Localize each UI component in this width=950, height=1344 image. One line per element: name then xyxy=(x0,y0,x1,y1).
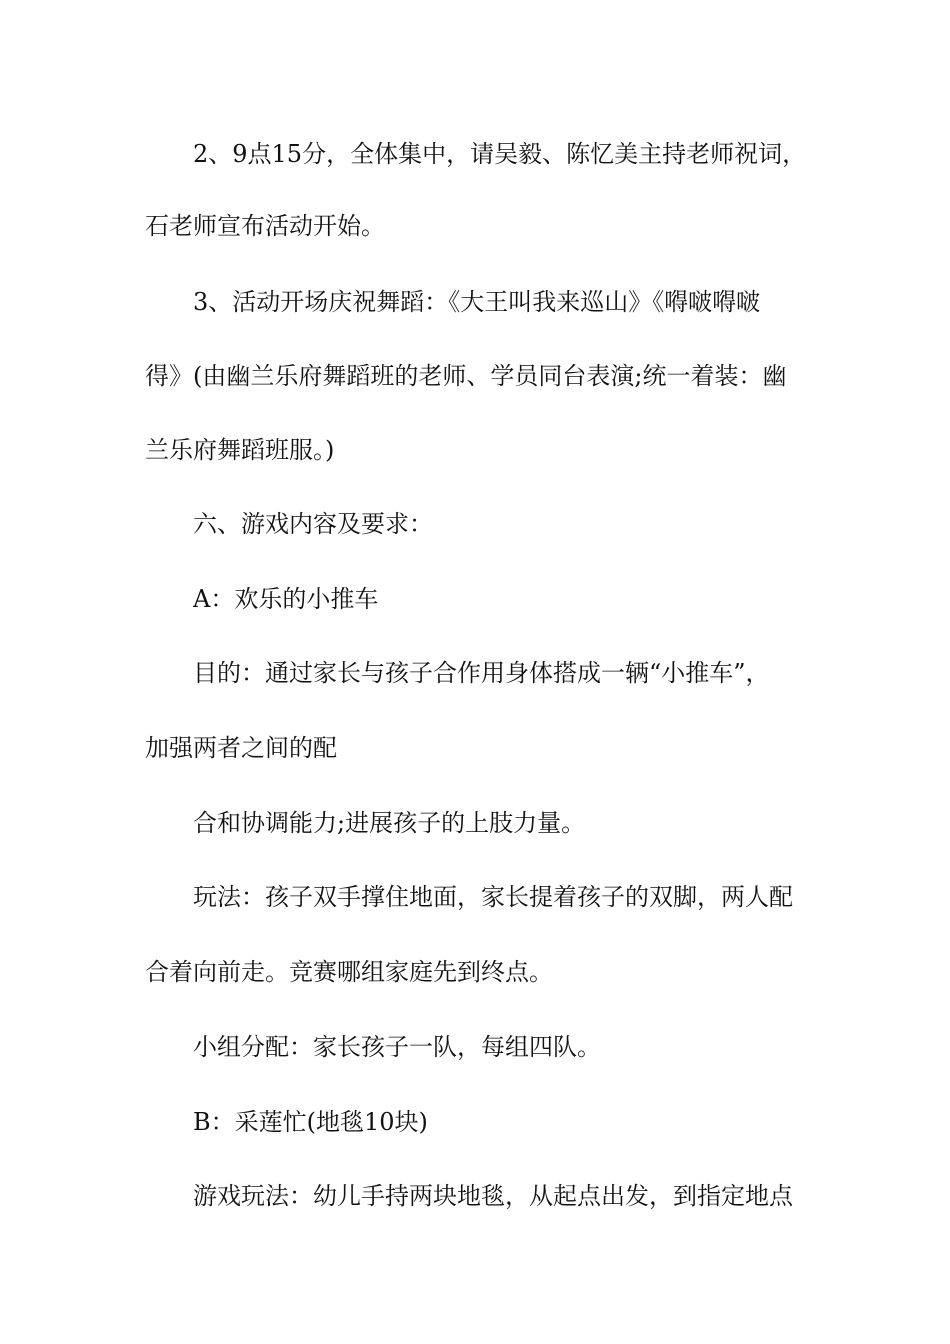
text-line: 游戏玩法：幼儿手持两块地毯，从起点出发，到指定地点 xyxy=(193,1182,793,1210)
text-line: 合和协调能力;进展孩子的上肢力量。 xyxy=(193,809,586,837)
text-line: 六、游戏内容及要求： xyxy=(193,510,433,538)
text-line: 石老师宣布活动开始。 xyxy=(145,212,385,240)
text-line: 2、9点15分，全体集中，请吴毅、陈忆美主持老师祝词， xyxy=(193,140,807,168)
text-line: 目的：通过家长与孩子合作用身体搭成一辆“小推车”， xyxy=(193,659,770,687)
text-line: B：采莲忙(地毯10块) xyxy=(193,1108,428,1136)
text-line: 得》(由幽兰乐府舞蹈班的老师、学员同台表演;统一着装：幽 xyxy=(145,362,787,390)
text-line: 玩法：孩子双手撑住地面，家长提着孩子的双脚，两人配 xyxy=(193,883,793,911)
text-line: 3、活动开场庆祝舞蹈：《大王叫我来巡山》《嘚啵嘚啵 xyxy=(193,288,761,316)
text-line: 兰乐府舞蹈班服。) xyxy=(145,436,335,464)
text-line: 小组分配：家长孩子一队，每组四队。 xyxy=(193,1033,601,1061)
text-line: 加强两者之间的配 xyxy=(145,734,337,762)
text-line: 合着向前走。竞赛哪组家庭先到终点。 xyxy=(145,958,553,986)
text-line: A：欢乐的小推车 xyxy=(193,585,379,613)
